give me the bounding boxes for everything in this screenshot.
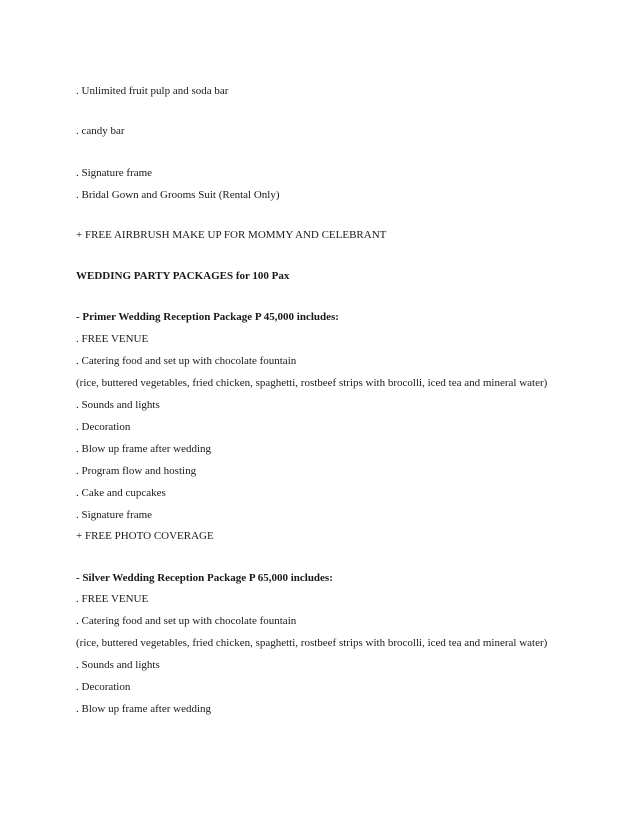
text-line: . candy bar — [76, 125, 125, 137]
list-item: . Blow up frame after wedding — [76, 443, 212, 455]
list-item: . Decoration — [76, 421, 131, 433]
list-item: (rice, buttered vegetables, fried chicken, spaghetti, rostbeef strips with brocolli, iced tea and mineral water) — [76, 377, 548, 389]
list-item: + FREE PHOTO COVERAGE — [76, 530, 214, 542]
list-item: . Signature frame — [76, 509, 153, 521]
text-line: . Signature frame — [76, 167, 153, 179]
list-item: (rice, buttered vegetables, fried chicken, spaghetti, rostbeef strips with brocolli, iced tea and mineral water) — [76, 637, 548, 649]
list-item: . Catering food and set up with chocolate fountain — [76, 615, 297, 627]
list-item: . FREE VENUE — [76, 593, 149, 605]
text-line: . Unlimited fruit pulp and soda bar — [76, 85, 229, 97]
text-line: + FREE AIRBRUSH MAKE UP FOR MOMMY AND CELEBRANT — [76, 229, 387, 241]
list-item: . Blow up frame after wedding — [76, 703, 212, 715]
list-item: . Catering food and set up with chocolate fountain — [76, 355, 297, 367]
list-item: . Cake and cupcakes — [76, 487, 166, 499]
text-line: . Bridal Gown and Grooms Suit (Rental Only) — [76, 189, 280, 201]
package-heading: - Silver Wedding Reception Package P 65,000 includes: — [76, 572, 333, 584]
list-item: . Sounds and lights — [76, 659, 160, 671]
list-item: . Sounds and lights — [76, 399, 160, 411]
list-item: . Program flow and hosting — [76, 465, 197, 477]
list-item: . Decoration — [76, 681, 131, 693]
section-heading: WEDDING PARTY PACKAGES for 100 Pax — [76, 270, 290, 282]
package-heading: - Primer Wedding Reception Package P 45,000 includes: — [76, 311, 339, 323]
list-item: . FREE VENUE — [76, 333, 149, 345]
